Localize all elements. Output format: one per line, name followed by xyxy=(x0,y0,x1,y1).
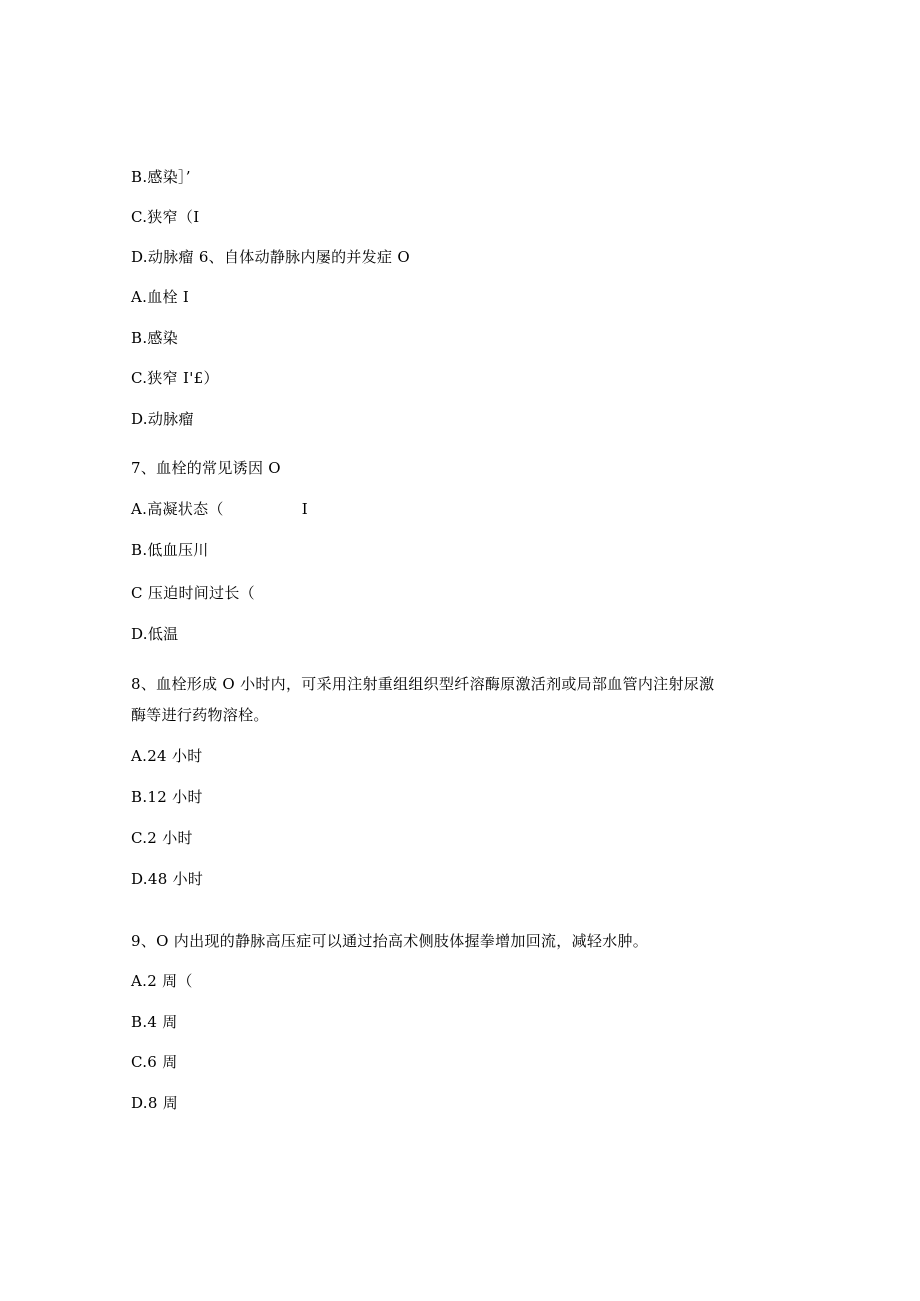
option-line: C.狭窄（I xyxy=(131,208,200,226)
option-line: B.4 周 xyxy=(131,1013,178,1031)
option-line: D.48 小时 xyxy=(131,870,204,888)
option-and-question-line: D.动脉瘤 6、自体动静脉内屡的并发症 O xyxy=(131,248,410,266)
option-line: D.低温 xyxy=(131,625,179,643)
option-line: B.感染］’ xyxy=(131,168,191,186)
option-line: C.狭窄 I'£） xyxy=(131,369,219,387)
option-line: A.血栓 I xyxy=(131,288,190,306)
option-mark: I xyxy=(301,500,308,518)
option-line: A.2 周（ xyxy=(131,972,193,990)
option-line: C.6 周 xyxy=(131,1053,178,1071)
option-line: C 压迫时间过长（ xyxy=(131,584,255,602)
question-8-line-2: 酶等进行药物溶栓。 xyxy=(131,706,269,724)
option-line: D.8 周 xyxy=(131,1094,179,1112)
option-text: A.高凝状态（ xyxy=(131,500,224,518)
option-line: C.2 小时 xyxy=(131,829,193,847)
option-line: B.12 小时 xyxy=(131,788,203,806)
option-line: D.动脉瘤 xyxy=(131,410,194,428)
option-line: A.24 小时 xyxy=(131,747,203,765)
question-9: 9、O 内出现的静脉高压症可以通过抬高术侧肢体握拳增加回流，减轻水肿。 xyxy=(131,932,649,950)
question-7: 7、血栓的常见诱因 O xyxy=(131,459,281,477)
option-line: B.低血压川 xyxy=(131,541,209,559)
option-line xyxy=(131,498,308,520)
option-line: B.感染 xyxy=(131,329,178,347)
question-8-line-1: 8、血栓形成 O 小时内，可采用注射重组组织型纤溶酶原激活剂或局部血管内注射尿激 xyxy=(131,675,715,693)
